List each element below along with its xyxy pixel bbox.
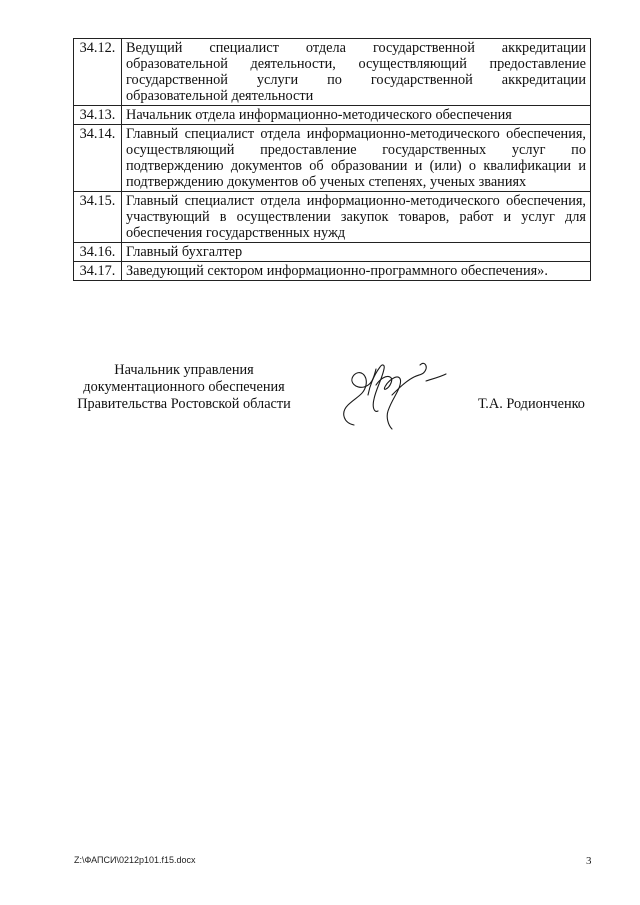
table-row bbox=[74, 106, 591, 125]
page-number: 3 bbox=[586, 855, 592, 867]
row-number: 34.16. bbox=[74, 243, 122, 262]
row-number: 34.12. bbox=[74, 39, 122, 106]
signatory-name: Т.А. Родионченко bbox=[478, 396, 585, 412]
handwritten-signature bbox=[330, 355, 460, 433]
position-title: Главный специалист отдела информационно-методического обеспечения, участвующий в осуществлении закупок товаров, работ и услуг для обеспечения государственных нужд bbox=[122, 192, 591, 243]
table-row bbox=[74, 39, 591, 106]
table-row bbox=[74, 262, 591, 281]
row-number: 34.14. bbox=[74, 125, 122, 192]
position-title: Ведущий специалист отдела государственной аккредитации образовательной деятельности, осуществляющий предоставление государственной услуги по государственной аккредитации образовательной деятельности bbox=[122, 39, 591, 106]
table-row bbox=[74, 192, 591, 243]
row-number: 34.15. bbox=[74, 192, 122, 243]
table-row bbox=[74, 125, 591, 192]
position-title: Главный специалист отдела информационно-методического обеспечения, осуществляющий предоставление государственных услуг по подтверждению документов об образовании и (или) о квалификации и подтверждению документов об ученых степенях, ученых званиях bbox=[122, 125, 591, 192]
position-title: Заведующий сектором информационно-программного обеспечения». bbox=[122, 262, 591, 281]
file-path: Z:\ФАПСИ\0212р101.f15.docx bbox=[74, 855, 196, 865]
positions-table bbox=[73, 38, 591, 281]
table-row bbox=[74, 243, 591, 262]
signatory-title-line: Правительства Ростовской области bbox=[77, 396, 291, 412]
row-number: 34.17. bbox=[74, 262, 122, 281]
signature-block bbox=[0, 355, 640, 435]
position-title: Главный бухгалтер bbox=[122, 243, 591, 262]
signatory-title bbox=[60, 362, 308, 413]
signatory-title-line: документационного обеспечения bbox=[83, 379, 285, 395]
signatory-title-line: Начальник управления bbox=[114, 362, 254, 378]
row-number: 34.13. bbox=[74, 106, 122, 125]
position-title: Начальник отдела информационно-методического обеспечения bbox=[122, 106, 591, 125]
